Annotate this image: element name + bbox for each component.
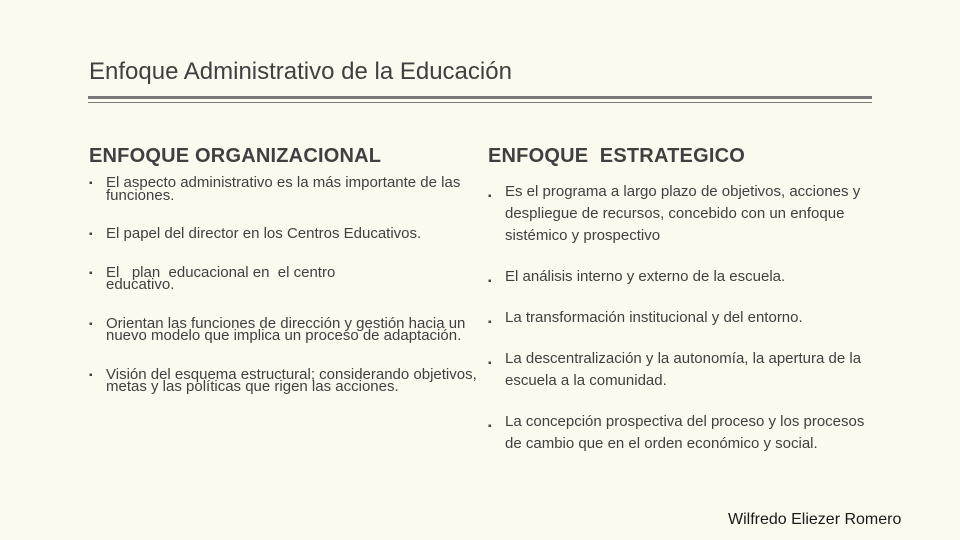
bullet-icon: ▪ xyxy=(89,178,93,189)
list-item xyxy=(89,225,479,242)
title-divider-thick xyxy=(88,96,872,99)
bullet-icon: ▪ xyxy=(89,267,93,279)
bullet-icon: ▪ xyxy=(488,358,492,369)
list-item xyxy=(89,365,479,395)
list-item xyxy=(89,314,479,344)
list-item xyxy=(488,266,883,288)
bullet-icon: ▪ xyxy=(89,229,93,240)
list-item xyxy=(488,348,883,392)
list-item xyxy=(89,263,479,293)
list-item xyxy=(488,307,883,329)
list-item-text: La concepción prospectiva del proceso y los procesos de cambio que en el orden económico y social. xyxy=(505,413,865,452)
list-item-text: El papel del director en los Centros Educativos. xyxy=(106,225,422,242)
bullet-icon: ▪ xyxy=(89,318,93,330)
left-column-heading: ENFOQUE ORGANIZACIONAL xyxy=(89,145,382,167)
title-divider-thin xyxy=(88,102,872,103)
author-name: Wilfredo Eliezer Romero xyxy=(728,511,902,528)
list-item-text: Visión del esquema estructural; considerando objetivos, metas y las políticas que rigen las acciones. xyxy=(106,365,477,395)
bullet-icon: ▪ xyxy=(488,421,492,432)
bullet-icon: ▪ xyxy=(89,369,93,381)
list-item-text: El aspecto administrativo es la más importante de las funciones. xyxy=(106,174,461,204)
list-item-text: Orientan las funciones de dirección y gestión hacia un nuevo modelo que implica un proceso de adaptación. xyxy=(106,314,466,344)
bullet-icon: ▪ xyxy=(488,276,492,287)
list-item xyxy=(488,411,883,455)
list-item-text: Es el programa a largo plazo de objetivos, acciones y despliegue de recursos, concebido con un enfoque sistémico y prospectivo xyxy=(505,183,861,244)
list-item xyxy=(488,181,883,247)
list-item-text: La transformación institucional y del entorno. xyxy=(505,309,803,326)
list-item xyxy=(89,174,479,204)
list-item-text: El análisis interno y externo de la escuela. xyxy=(505,268,786,285)
left-bullet-list xyxy=(89,174,479,420)
slide-title: Enfoque Administrativo de la Educación xyxy=(89,58,512,85)
bullet-icon: ▪ xyxy=(488,317,492,328)
right-bullet-list xyxy=(488,181,883,474)
bullet-icon: ▪ xyxy=(488,191,492,202)
list-item-text: La descentralización y la autonomía, la apertura de la escuela a la comunidad. xyxy=(505,350,862,389)
list-item-text: El plan educacional en el centro educativo. xyxy=(106,263,344,293)
right-column-heading: ENFOQUE ESTRATEGICO xyxy=(488,145,745,167)
